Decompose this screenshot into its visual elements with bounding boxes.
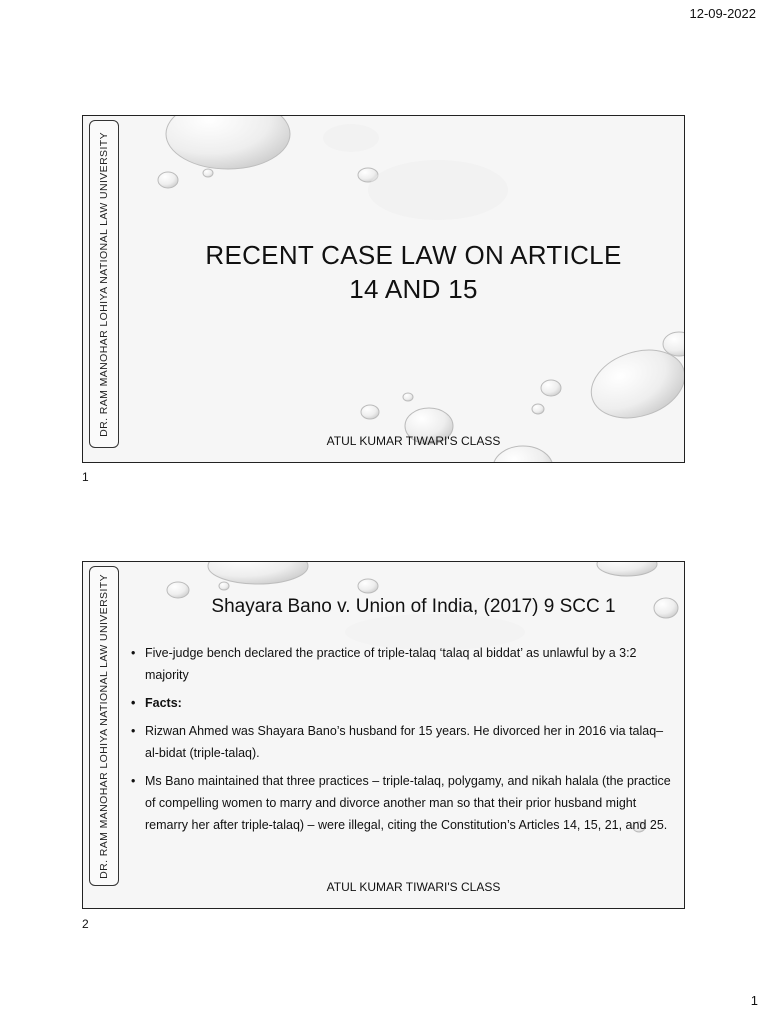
slide-title-line-1: RECENT CASE LAW ON ARTICLE bbox=[205, 240, 622, 270]
slide-footer: ATUL KUMAR TIWARI'S CLASS bbox=[326, 434, 501, 448]
university-side-label: DR. RAM MANOHAR LOHIYA NATIONAL LAW UNIVERSITY bbox=[89, 566, 119, 886]
bullet-list bbox=[131, 642, 671, 842]
page-number: 1 bbox=[750, 993, 758, 1008]
slide-title: Shayara Bano v. Union of India, (2017) 9 SCC 1 bbox=[211, 596, 616, 617]
slide-number-1: 1 bbox=[82, 470, 89, 484]
university-side-label: DR. RAM MANOHAR LOHIYA NATIONAL LAW UNIVERSITY bbox=[89, 120, 119, 448]
slide-footer: ATUL KUMAR TIWARI'S CLASS bbox=[326, 880, 501, 894]
slide-number-2: 2 bbox=[82, 917, 89, 931]
bullet-item: • Five-judge bench declared the practice of triple-talaq ‘talaq al biddat’ as unlawful by a 3:2 majority bbox=[131, 642, 671, 686]
slide-title bbox=[143, 238, 684, 306]
bullet-item: • Facts: bbox=[131, 692, 671, 714]
bullet-item: • Ms Bano maintained that three practices – triple-talaq, polygamy, and nikah halala (the practice of compelling women to marry and divorce another man so that their prior husband might remarry her after triple-talaq) – were illegal, citing the Constitution’s Articles 14, 15, 21, and 25. bbox=[131, 770, 671, 836]
slide-1 bbox=[82, 115, 685, 463]
bullet-item: • Rizwan Ahmed was Shayara Bano’s husband for 15 years. He divorced her in 2016 via talaq–al-bidat (triple-talaq). bbox=[131, 720, 671, 764]
slide-title-line-2: 14 AND 15 bbox=[349, 274, 478, 304]
slide-2 bbox=[82, 561, 685, 909]
page-date: 12-09-2022 bbox=[689, 6, 756, 21]
